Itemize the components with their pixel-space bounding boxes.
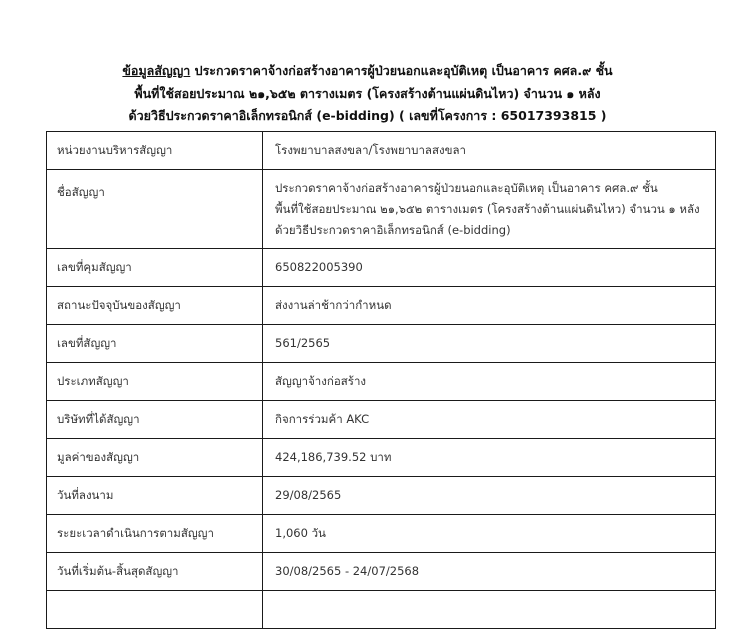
table-row [47, 249, 716, 287]
table-row [47, 401, 716, 439]
row-value: 1,060 วัน [263, 515, 716, 553]
row-value: 30/08/2565 - 24/07/2568 [263, 553, 716, 591]
row-label: มูลค่าของสัญญา [47, 439, 263, 477]
row-value [263, 591, 716, 629]
header-section-label: ข้อมูลสัญญา [122, 63, 191, 78]
header-line-2: พื้นที่ใช้สอยประมาณ ๒๑,๖๕๒ ตารางเมตร (โครงสร้างต้านแผ่นดินไหว) จำนวน ๑ หลัง [134, 85, 601, 101]
row-value: โรงพยาบาลสงขลา/โรงพยาบาลสงขลา [263, 132, 716, 170]
row-label: หน่วยงานบริหารสัญญา [47, 132, 263, 170]
document-header [0, 60, 735, 128]
row-value: 650822005390 [263, 249, 716, 287]
row-label [47, 591, 263, 629]
table-row [47, 515, 716, 553]
row-label: บริษัทที่ได้สัญญา [47, 401, 263, 439]
row-label: สถานะปัจจุบันของสัญญา [47, 287, 263, 325]
table-row [47, 553, 716, 591]
row-value: สัญญาจ้างก่อสร้าง [263, 363, 716, 401]
table-row [47, 287, 716, 325]
contract-name-line: ประกวดราคาจ้างก่อสร้างอาคารผู้ป่วยนอกและอุบัติเหตุ เป็นอาคาร คศล.๙ ชั้น [275, 180, 658, 195]
header-line-3: ด้วยวิธีประกวดราคาอิเล็กทรอนิกส์ (e-bidding) ( เลขที่โครงการ : 65017393815 ) [128, 108, 607, 123]
row-value: 561/2565 [263, 325, 716, 363]
row-label: เลขที่คุมสัญญา [47, 249, 263, 287]
row-label: วันที่ลงนาม [47, 477, 263, 515]
row-label: ประเภทสัญญา [47, 363, 263, 401]
table-row [47, 439, 716, 477]
contract-name-line: พื้นที่ใช้สอยประมาณ ๒๑,๖๕๒ ตารางเมตร (โครงสร้างต้านแผ่นดินไหว) จำนวน ๑ หลัง [275, 201, 700, 216]
table-row [47, 325, 716, 363]
row-label: เลขที่สัญญา [47, 325, 263, 363]
row-label: ชื่อสัญญา [47, 170, 263, 249]
row-value [263, 170, 716, 249]
contract-info-table [46, 131, 716, 629]
table-row [47, 477, 716, 515]
contract-name-line: ด้วยวิธีประกวดราคาอิเล็กทรอนิกส์ (e-bidding) [275, 222, 511, 237]
row-value: ส่งงานล่าช้ากว่ากำหนด [263, 287, 716, 325]
header-line-1 [0, 60, 735, 83]
row-value: กิจการร่วมค้า AKC [263, 401, 716, 439]
table-row [47, 591, 716, 629]
header-line-1-text: ประกวดราคาจ้างก่อสร้างอาคารผู้ป่วยนอกและอุบัติเหตุ เป็นอาคาร คศล.๙ ชั้น [194, 63, 613, 78]
table-row [47, 363, 716, 401]
row-label: ระยะเวลาดำเนินการตามสัญญา [47, 515, 263, 553]
table-row [47, 170, 716, 249]
row-value: 424,186,739.52 บาท [263, 439, 716, 477]
row-value: 29/08/2565 [263, 477, 716, 515]
row-label: วันที่เริ่มต้น-สิ้นสุดสัญญา [47, 553, 263, 591]
table-row [47, 132, 716, 170]
